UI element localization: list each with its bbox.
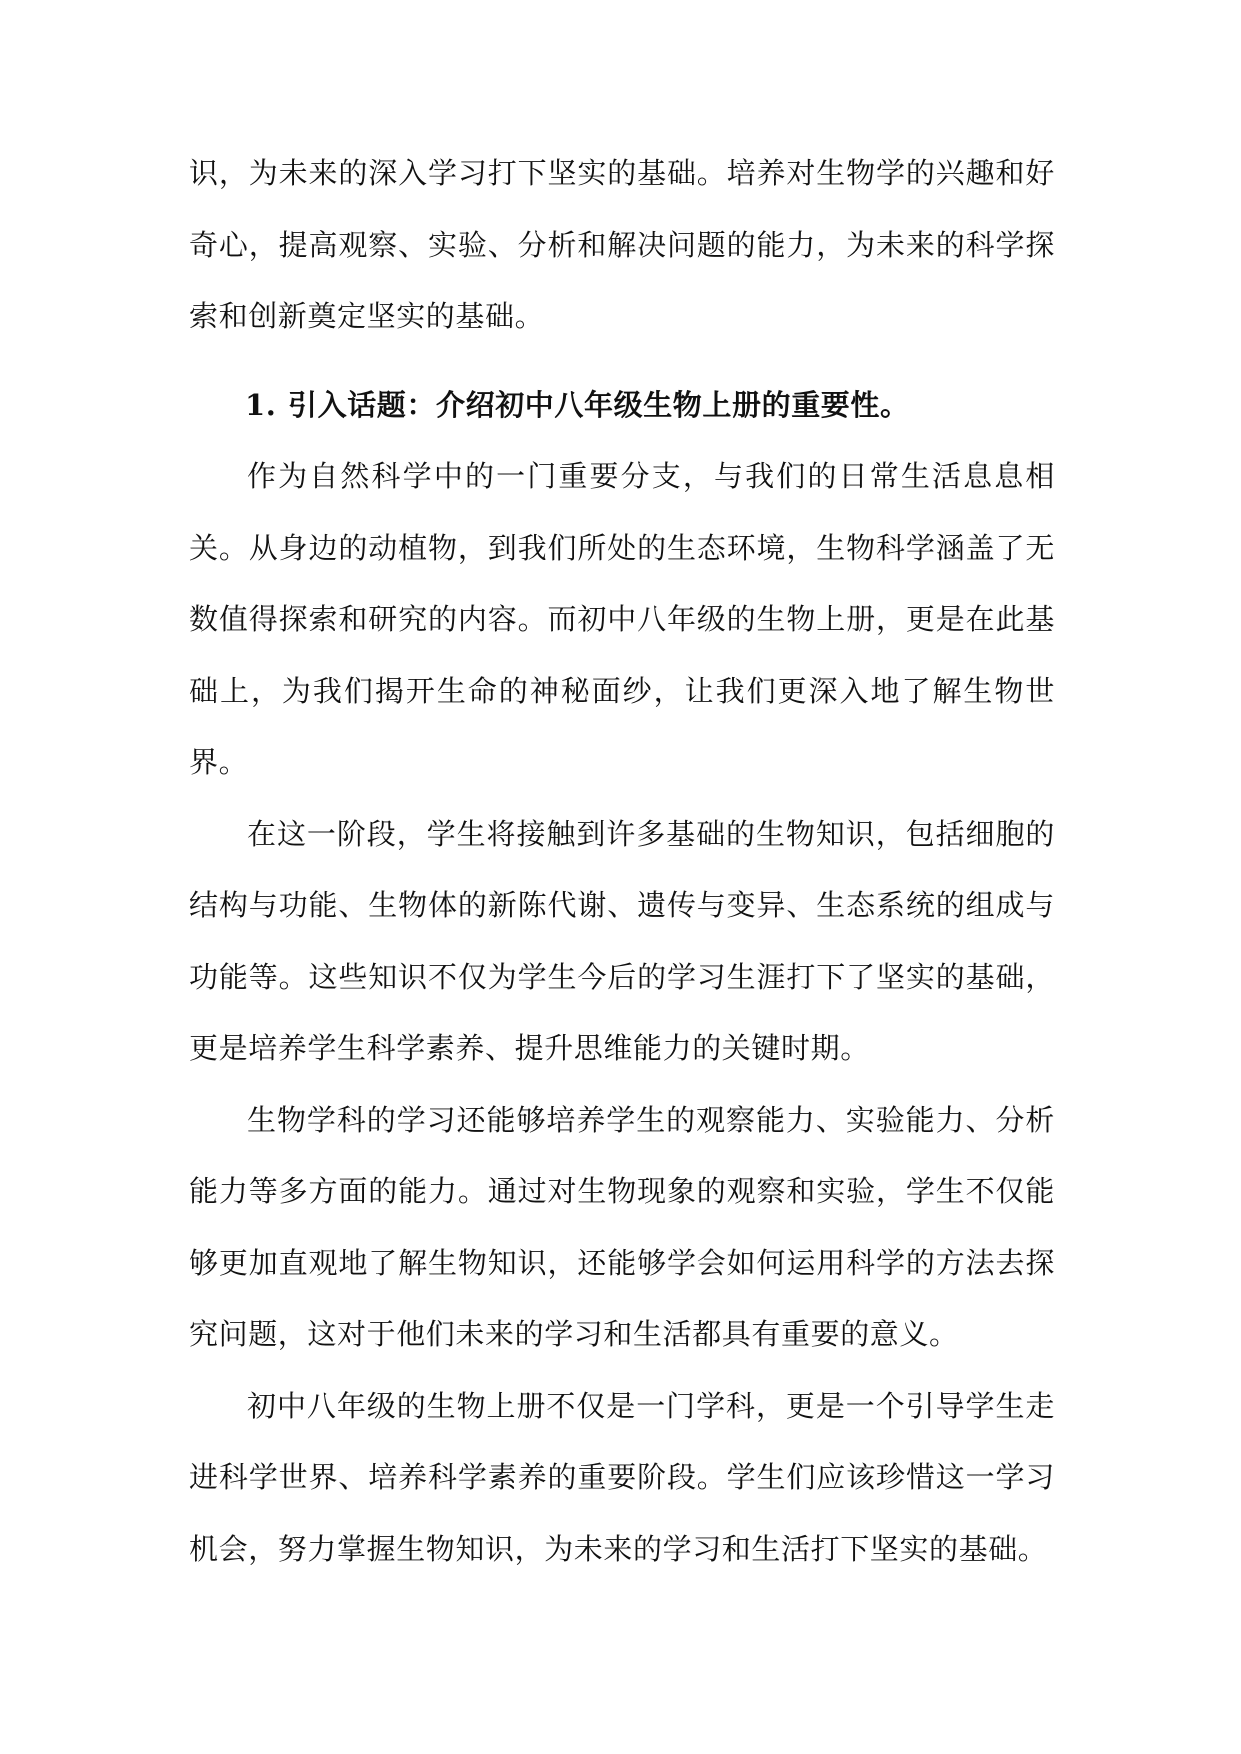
document-page <box>189 138 1055 1585</box>
body-paragraph-3: 生物学科的学习还能够培养学生的观察能力、实验能力、分析能力等多方面的能力。通过对生物现象的观察和实验，学生不仅能够更加直观地了解生物知识，还能够学会如何运用科学的方法去探究问题，这对于他们未来的学习和生活都具有重要的意义。 <box>189 1102 1055 1351</box>
section-number: 1. <box>245 387 277 422</box>
section-title: 引入话题：介绍初中八年级生物上册的重要性。 <box>288 387 910 422</box>
body-paragraph-4: 初中八年级的生物上册不仅是一门学科，更是一个引导学生走进科学世界、培养科学素养的重要阶段。学生们应该珍惜这一学习机会，努力掌握生物知识，为未来的学习和生活打下坚实的基础。 <box>189 1388 1055 1566</box>
body-paragraph-1: 作为自然科学中的一门重要分支，与我们的日常生活息息相关。从身边的动植物，到我们所处的生态环境，生物科学涵盖了无数值得探索和研究的内容。而初中八年级的生物上册，更是在此基础上，为我们揭开生命的神秘面纱，让我们更深入地了解生物世界。 <box>189 459 1055 779</box>
body-paragraph-2: 在这一阶段，学生将接触到许多基础的生物知识，包括细胞的结构与功能、生物体的新陈代谢、遗传与变异、生态系统的组成与功能等。这些知识不仅为学生今后的学习生涯打下了坚实的基础，更是培养学生科学素养、提升思维能力的关键时期。 <box>189 816 1055 1065</box>
continued-paragraph: 识，为未来的深入学习打下坚实的基础。培养对生物学的兴趣和好奇心，提高观察、实验、分析和解决问题的能力，为未来的科学探索和创新奠定坚实的基础。 <box>189 156 1055 333</box>
section-heading <box>189 370 1055 442</box>
